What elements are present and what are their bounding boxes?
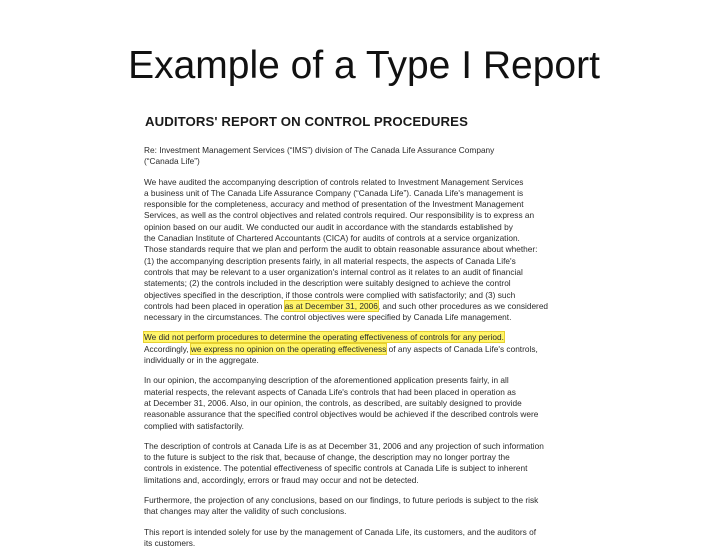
report-heading: AUDITORS' REPORT ON CONTROL PROCEDURES: [145, 114, 468, 129]
text-line: the Canadian Institute of Chartered Accountants (CICA) for audits of controls at a service organization.: [144, 233, 520, 244]
text-line: In our opinion, the accompanying description of the aforementioned application presents fairly, in all: [144, 375, 509, 386]
text-line: a business unit of The Canada Life Assurance Company (“Canada Life”). Canada Life's management is: [144, 187, 524, 198]
text-line: controls that may be relevant to a user organization's internal control as it relates to an audit of financial: [144, 266, 523, 277]
text-line: individually or in the aggregate.: [144, 355, 259, 366]
text-line: responsible for the completeness, accuracy and method of presentation of the Investment Management: [144, 199, 524, 210]
text-line: The description of controls at Canada Life is as at December 31, 2006 and any projection of such information: [144, 440, 544, 451]
highlighted-date: as at December 31, 2006: [284, 300, 378, 311]
text-line: to the future is subject to the risk that, because of change, the description may no longer portray the: [144, 452, 510, 463]
re-line-paragraph: [144, 145, 584, 168]
text-line: statements; (2) the controls included in the description were suitably designed to achieve the control: [144, 278, 511, 289]
text-line: We have audited the accompanying description of controls related to Investment Management Services: [144, 176, 524, 187]
report-document: [144, 114, 584, 558]
text-line: its customers.: [144, 537, 196, 548]
text-line: material respects, the relevant aspects of Canada Life's controls that had been placed in operation as: [144, 386, 516, 397]
limitations-paragraph: [144, 441, 584, 486]
text-line: [144, 301, 584, 312]
text-line: complied with satisfactorily.: [144, 420, 244, 431]
no-opinion-paragraph: [144, 332, 584, 366]
text-line: Those standards require that we plan and perform the audit to obtain reasonable assurance about whether:: [144, 244, 538, 255]
text-line: at December 31, 2006. Also, in our opinion, the controls, as described, are suitably designed to provide: [144, 397, 522, 408]
text-line: controls in existence. The potential effectiveness of specific controls at Canada Life is subject to inherent: [144, 463, 528, 474]
text-line: Services, as well as the control objectives and related controls required. Our responsibility is to express an: [144, 210, 535, 221]
text-line: Furthermore, the projection of any conclusions, based on our findings, to future periods is subject to the risk: [144, 495, 539, 506]
text-line: [144, 332, 584, 343]
text-line: that changes may alter the validity of such conclusions.: [144, 506, 347, 517]
text-line: [144, 344, 584, 355]
text-segment: of any aspects of Canada Life's controls,: [386, 343, 538, 354]
text-line: (“Canada Life”): [144, 156, 200, 167]
text-line: This report is intended solely for use by the management of Canada Life, its customers, and the auditors of: [144, 526, 537, 537]
opinion-paragraph: [144, 375, 584, 431]
highlighted-statement: We did not perform procedures to determine the operating effectiveness of controls for any period.: [144, 332, 504, 343]
text-segment: Accordingly,: [144, 343, 191, 354]
text-line: objectives specified in the description, if those controls were complied with satisfactorily; and (3) such: [144, 289, 516, 300]
highlighted-statement: we express no opinion on the operating effectiveness: [190, 343, 387, 354]
text-line: Re: Investment Management Services (“IMS”) division of The Canada Life Assurance Company: [144, 145, 495, 155]
text-line: reasonable assurance that the specified control objectives would be achieved if the described controls were: [144, 409, 539, 420]
text-segment: controls had been placed in operation: [144, 300, 285, 311]
slide-title: Example of a Type I Report: [128, 44, 600, 87]
projection-paragraph: [144, 495, 584, 518]
text-line: opinion based on our audit. We conducted our audit in accordance with the standards established by: [144, 221, 513, 232]
audit-scope-paragraph: [144, 177, 584, 324]
text-line: limitations and, accordingly, errors or fraud may occur and not be detected.: [144, 474, 419, 485]
text-line: (1) the accompanying description presents fairly, in all material respects, the aspects of Canada Life's: [144, 255, 516, 266]
text-line: necessary in the circumstances. The control objectives were specified by Canada Life management.: [144, 312, 512, 323]
text-segment: , and such other procedures as we considered: [377, 300, 549, 311]
